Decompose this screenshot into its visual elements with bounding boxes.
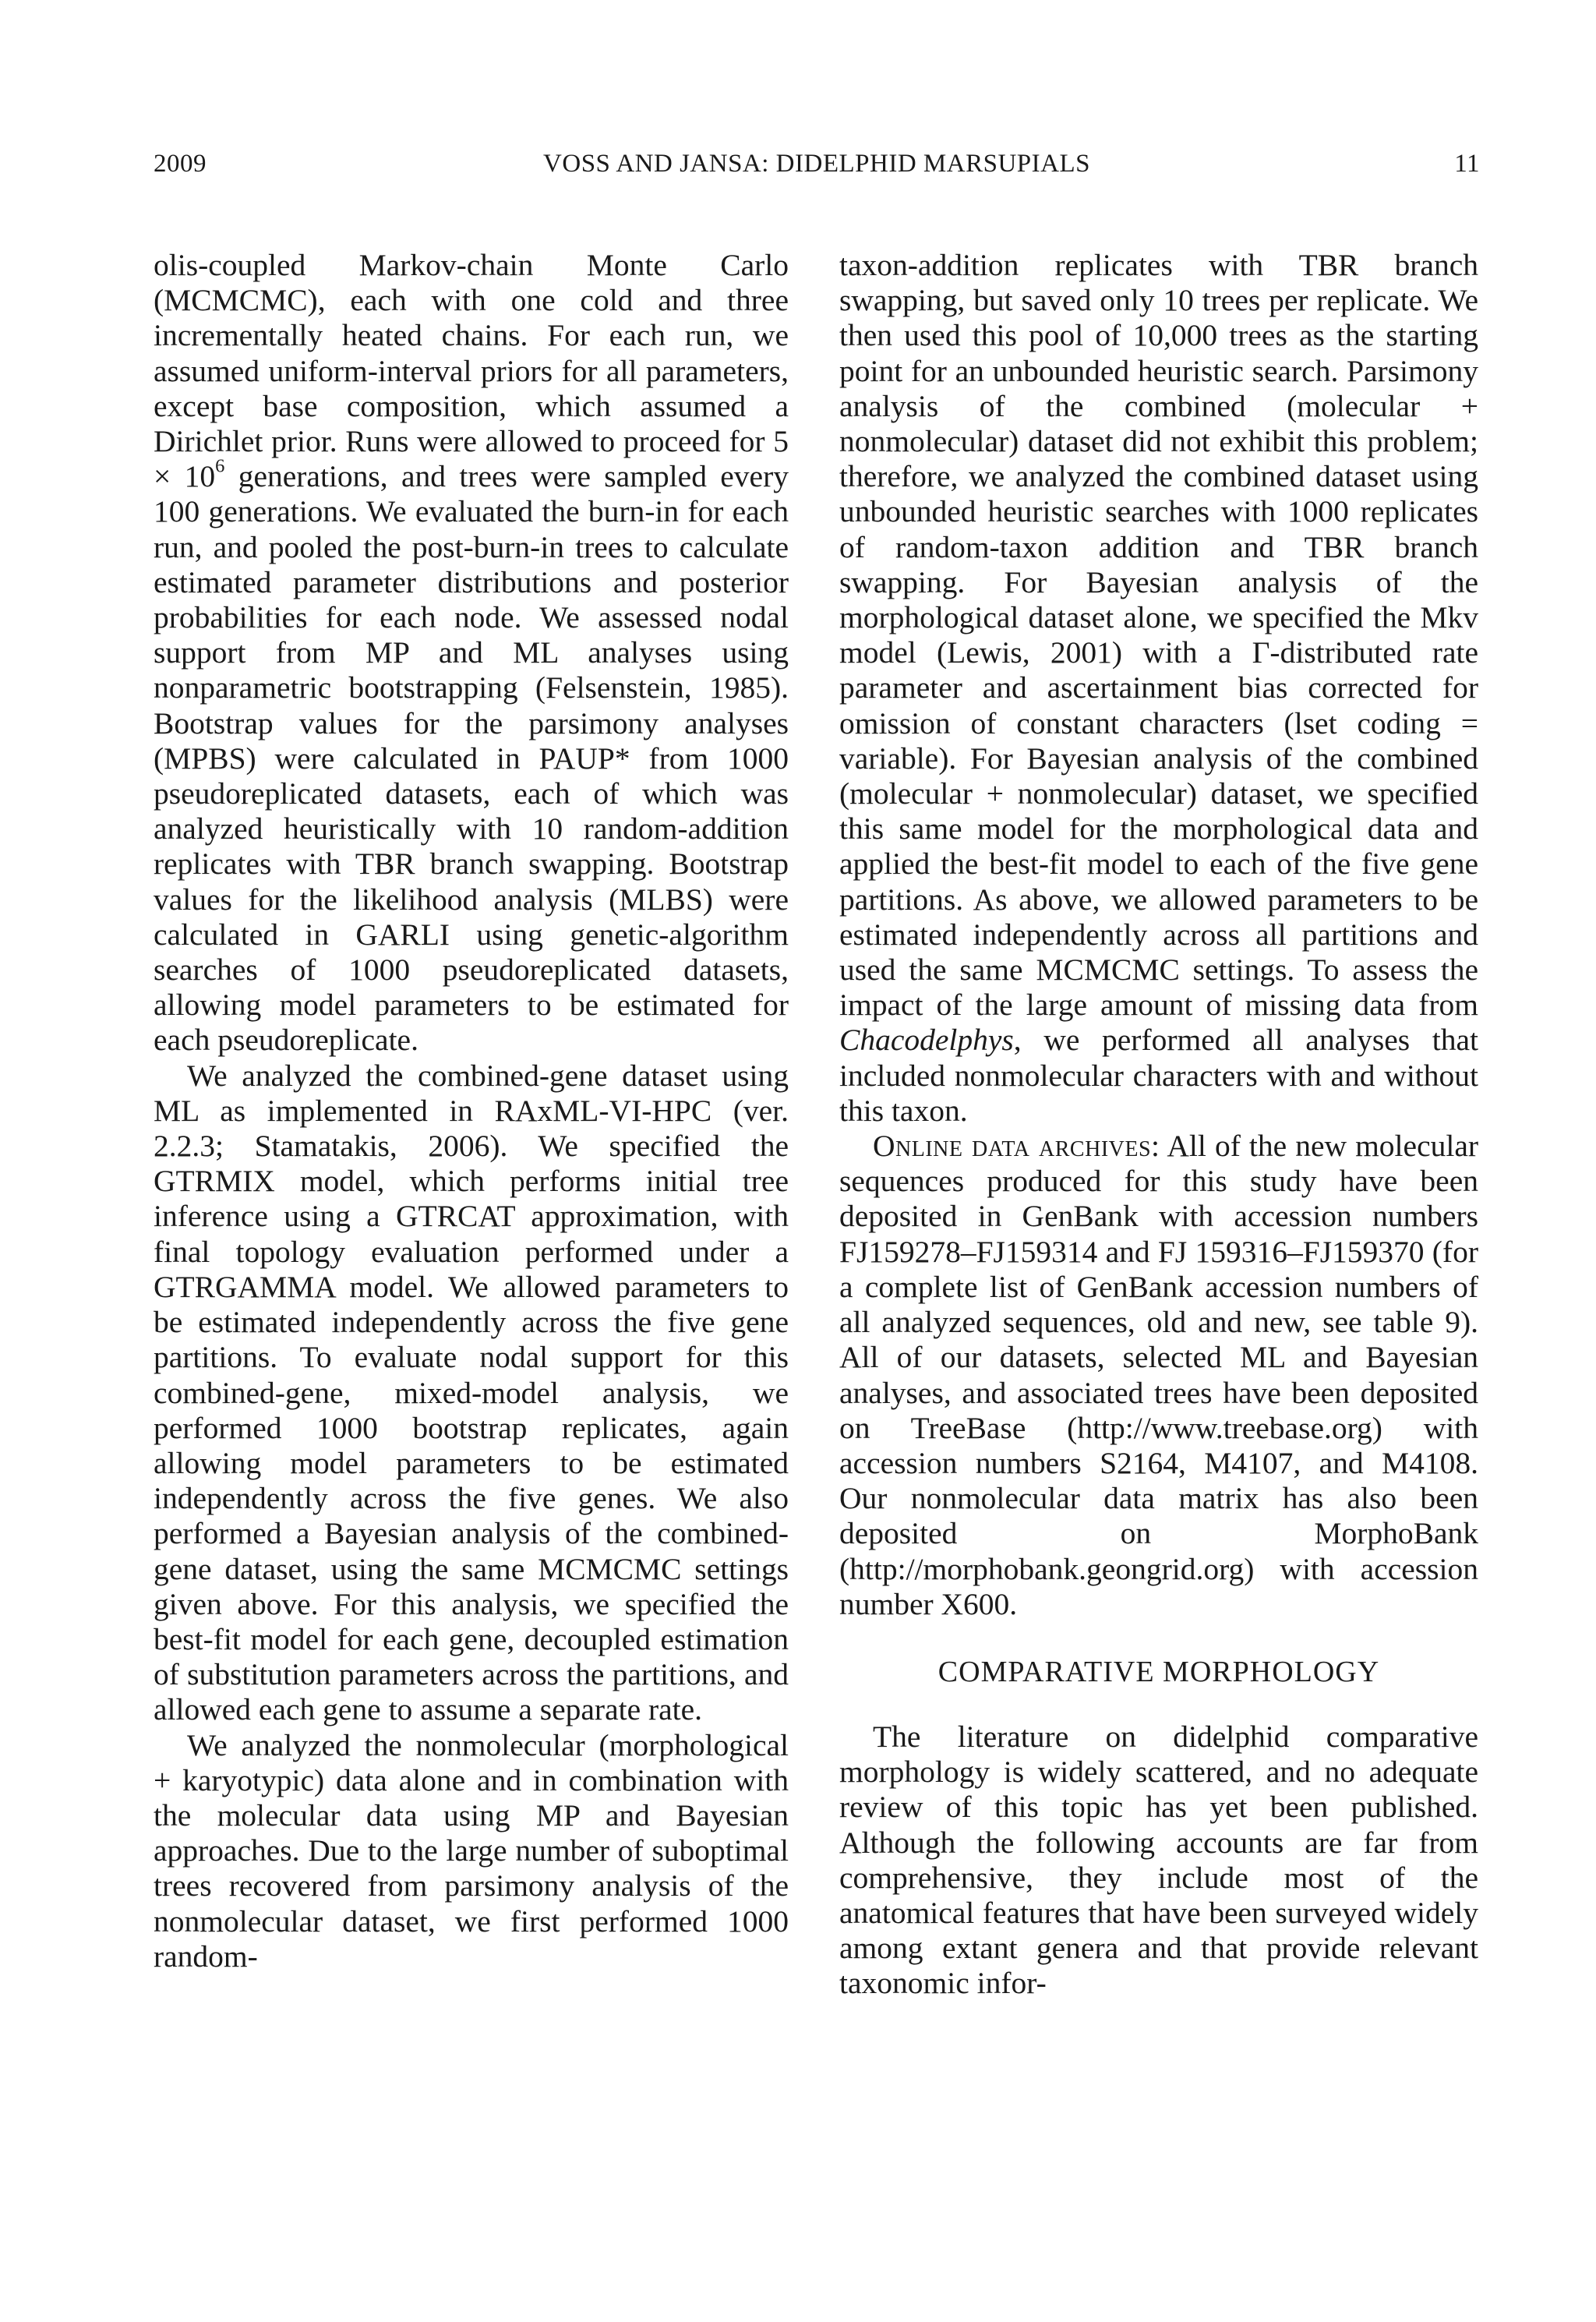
paragraph-text: generations, and trees were sampled every 100 generations. We evaluated the burn-in for each run, and pooled the post-burn-in trees to calculate estimated parameter distributions and posterior probabilities for each node. We assessed nodal support from MP and ML analyses using nonparametric bootstrapping (Felsenstein, 1985). Bootstrap values for the parsimony analyses (MPBS) were calculated in PAUP* from 1000 pseudoreplicated datasets, each of which was analyzed heuristically with 10 random-addition replicates with TBR branch swapping. Bootstrap values for the likelihood analysis (MLBS) were calculated in GARLI using genetic-algorithm searches of 1000 pseudoreplicated datasets, allowing model parameters to be estimated for each pseudoreplicate. (154, 459, 789, 1058)
exponent: 6 (215, 455, 225, 477)
section-heading: COMPARATIVE MORPHOLOGY (937, 1655, 1380, 1688)
paragraph-text: olis-coupled Markov-chain Monte Carlo (MCMCMC), each with one cold and three incrementally heated chains. For each run, we assumed uniform-interval priors for all parameters, except base composition, which assumed a Dirichlet prior. Runs were allowed to proceed for 5 × 10 (154, 248, 789, 494)
left-column (154, 248, 789, 1974)
taxon-name: Chacodelphys (839, 1023, 1014, 1058)
paragraph-comparative-morphology: The literature on didelphid comparative morphology is widely scattered, and no adequate review of this topic has yet been published. Although the following accounts are far from comprehensive, they include most of the anatomical features that have been surveyed widely among extant genera and that provide relevant taxonomic infor- (839, 1719, 1478, 2001)
right-column (839, 248, 1478, 2002)
paragraph-combined-gene-ml: We analyzed the combined-gene dataset using ML as implemented in RAxML-VI-HPC (ver. 2.2.3; Stamatakis, 2006). We specified the GTRMIX model, which performs initial tree inference using a GTRCAT approximation, with final topology evaluation performed under a GTRGAMMA model. We allowed parameters to be estimated independently across the five gene partitions. To evaluate nodal support for this combined-gene, mixed-model analysis, we performed 1000 bootstrap replicates, again allowing model parameters to be estimated independently across the five genes. We also performed a Bayesian analysis of the combined-gene dataset, using the same MCMCMC settings given above. For this analysis, we specified the best-fit model for each gene, decoupled estimation of substitution parameters across the partitions, and allowed each gene to assume a separate rate. (154, 1058, 789, 1727)
paragraph-text: , we performed all analyses that included nonmolecular characters with and without this taxon. (839, 1023, 1478, 1128)
paragraph-mcmcmc-methods (154, 248, 789, 1059)
paragraph-nonmolecular-analysis: We analyzed the nonmolecular (morphological + karyotypic) data alone and in combination with the molecular data using MP and Bayesian approaches. Due to the large number of suboptimal trees recovered from parsimony analysis of the nonmolecular dataset, we first performed 1000 random- (154, 1727, 789, 1974)
page-number: 11 (1454, 150, 1480, 178)
running-title: VOSS AND JANSA: DIDELPHID MARSUPIALS (543, 150, 1090, 178)
paragraph-text: taxon-addition replicates with TBR branch swapping, but saved only 10 trees per replicate. We then used this pool of 10,000 trees as the starting point for an unbounded heuristic search. Parsimony analysis of the combined (molecular + nonmolecular) dataset did not exhibit this problem; therefore, we analyzed the combined dataset using unbounded heuristic searches with 1000 replicates of random-taxon addition and TBR branch swapping. For Bayesian analysis of the morphological dataset alone, we specified the Mkv model (Lewis, 2001) with a Γ-distributed rate parameter and ascertainment bias corrected for omission of constant characters (lset coding = variable). For Bayesian analysis of the combined (molecular + nonmolecular) dataset, we specified this same model for the morphological data and applied the best-fit model to each of the five gene partitions. As above, we allowed parameters to be estimated independently across all partitions and used the same MCMCMC settings. To assess the impact of the large amount of missing data from (839, 248, 1478, 1023)
journal-year: 2009 (154, 150, 207, 178)
paragraph-taxon-addition (839, 248, 1478, 1129)
run-in-heading: Online data archives: (873, 1129, 1160, 1164)
paragraph-online-data-archives (839, 1129, 1478, 1622)
running-head (154, 148, 1480, 179)
paragraph-text: All of the new molecular sequences produced for this study have been deposited in GenBank with accession numbers FJ159278–FJ159314 and FJ 159316–FJ159370 (for a complete list of GenBank accession numbers of all analyzed sequences, old and new, see table 9). All of our datasets, selected ML and Bayesian analyses, and associated trees have been deposited on TreeBase (http://www.treebase.org) with accession numbers S2164, M4107, and M4108. Our nonmolecular data matrix has also been deposited on MorphoBank (http://morphobank.geongrid.org) with accession number X600. (839, 1129, 1479, 1621)
